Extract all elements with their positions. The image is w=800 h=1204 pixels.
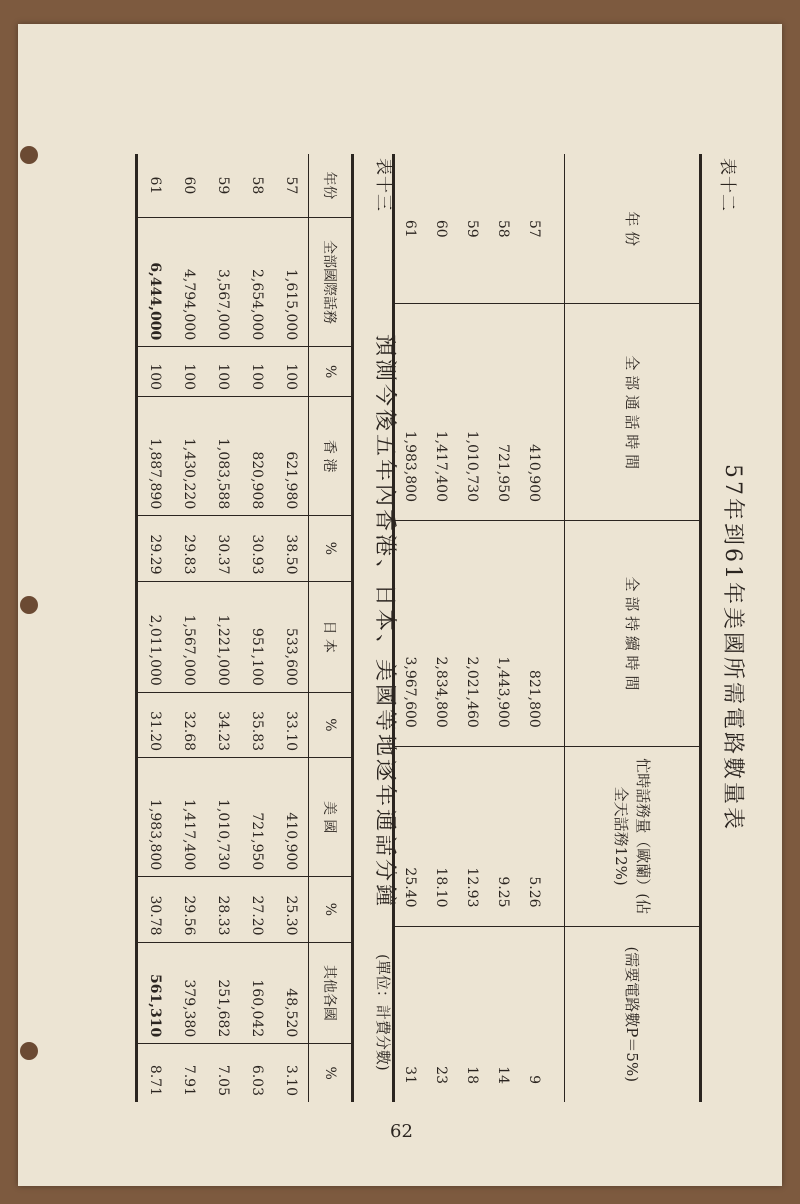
table-cell: 29.29 [137, 516, 173, 581]
table-cell: 561,310 [137, 942, 173, 1044]
table-cell: 100 [240, 347, 274, 397]
table-cell: 7.05 [206, 1044, 240, 1102]
table-cell: 820,908 [240, 397, 274, 516]
table-cell: 31 [394, 926, 427, 1102]
table-cell: 29.83 [172, 516, 206, 581]
table-row [488, 154, 519, 1102]
table-cell: 1,887,890 [137, 397, 173, 516]
table-cell: 18 [457, 926, 488, 1102]
table-row [519, 154, 565, 1102]
table-cell: 61 [402, 219, 419, 238]
table-cell: 30.37 [206, 516, 240, 581]
table-cell: 27.20 [240, 877, 274, 942]
table-cell: 57 [283, 176, 299, 195]
table-row [240, 154, 274, 1102]
table-cell: 1,010,730 [457, 304, 488, 521]
page-number: 62 [390, 1120, 413, 1142]
table-row [206, 154, 240, 1102]
table13-header: 年份 [309, 154, 353, 217]
table-cell: 34.23 [206, 692, 240, 757]
table-cell: 100 [206, 347, 240, 397]
table-cell: 9 [519, 926, 565, 1102]
table-cell: 621,980 [274, 397, 309, 516]
table12-header: 年 份 [565, 154, 701, 304]
table12-header: 忙時話務量（歐蘭）(佔全天話務12%) [565, 746, 701, 926]
document-page [18, 24, 782, 1186]
table-cell: 821,800 [519, 521, 565, 747]
table-cell: 8.71 [137, 1044, 173, 1102]
table-cell: 2,011,000 [137, 581, 173, 692]
table-cell: 48,520 [274, 942, 309, 1044]
table12-label: 表十二 [717, 158, 737, 212]
table-cell: 1,221,000 [206, 581, 240, 692]
table-cell: 23 [426, 926, 457, 1102]
table-cell: 6,444,000 [137, 217, 173, 346]
table-cell: 1,615,000 [274, 217, 309, 346]
table-cell: 1,983,800 [394, 304, 427, 521]
table-cell: 100 [137, 347, 173, 397]
table12-title: 57年到61年美國所需電路數量表 [720, 464, 745, 832]
table-cell: 29.56 [172, 877, 206, 942]
table-row [274, 154, 309, 1102]
table-cell: 2,654,000 [240, 217, 274, 346]
table-cell: 3,567,000 [206, 217, 240, 346]
table-cell: 60 [433, 219, 450, 238]
table-cell: 410,900 [519, 304, 565, 521]
table-cell: 1,417,400 [172, 758, 206, 877]
table-cell: 379,380 [172, 942, 206, 1044]
rotated-content [18, 24, 782, 1186]
table12-header: 全 部 持 續 時 間 [565, 521, 701, 747]
table-cell: 59 [464, 219, 481, 238]
table13-label: 表十三 [373, 158, 393, 212]
table-cell: 1,983,800 [137, 758, 173, 877]
table-cell: 32.68 [172, 692, 206, 757]
table-row [172, 154, 206, 1102]
table-cell: 1,010,730 [206, 758, 240, 877]
table12 [392, 154, 702, 1102]
table-cell: 58 [495, 219, 512, 238]
table13-header: % [309, 347, 353, 397]
table-cell: 1,430,220 [172, 397, 206, 516]
table-cell: 30.93 [240, 516, 274, 581]
table-cell: 1,443,900 [488, 521, 519, 747]
table13 [135, 154, 354, 1102]
table-cell: 59 [215, 176, 231, 195]
table-cell: 57 [526, 219, 543, 238]
table12-header: 全 部 通 話 時 間 [565, 304, 701, 521]
table-cell: 61 [147, 176, 163, 195]
table-cell: 14 [488, 926, 519, 1102]
table-cell: 28.33 [206, 877, 240, 942]
table-cell: 3.10 [274, 1044, 309, 1102]
table-cell: 1,083,588 [206, 397, 240, 516]
table-cell: 2,834,800 [426, 521, 457, 747]
table-cell: 100 [274, 347, 309, 397]
table-cell: 2,021,460 [457, 521, 488, 747]
table-cell: 1,417,400 [426, 304, 457, 521]
table-cell: 721,950 [488, 304, 519, 521]
table12-header: (需要電路數P＝5%) [565, 926, 701, 1102]
table-cell: 33.10 [274, 692, 309, 757]
table-row [137, 154, 173, 1102]
table-cell: 5.26 [519, 746, 565, 926]
table-cell: 18.10 [426, 746, 457, 926]
table-cell: 533,600 [274, 581, 309, 692]
table-cell: 25.30 [274, 877, 309, 942]
table13-header: 美 國 [309, 758, 353, 877]
table-cell: 160,042 [240, 942, 274, 1044]
table13-header: % [309, 692, 353, 757]
table-cell: 31.20 [137, 692, 173, 757]
table-cell: 38.50 [274, 516, 309, 581]
table-cell: 35.83 [240, 692, 274, 757]
table-cell: 1,567,000 [172, 581, 206, 692]
table-cell: 25.40 [394, 746, 427, 926]
table-cell: 721,950 [240, 758, 274, 877]
table-cell: 30.78 [137, 877, 173, 942]
table-cell: 3,967,600 [394, 521, 427, 747]
table-cell: 100 [172, 347, 206, 397]
table13-header: % [309, 877, 353, 942]
table13-unit: (單位：計費分數) [374, 954, 392, 1071]
table-cell: 58 [249, 176, 265, 195]
table-cell: 4,794,000 [172, 217, 206, 346]
table-row [426, 154, 457, 1102]
table-cell: 251,682 [206, 942, 240, 1044]
table13-header: 全部國際話務 [309, 217, 353, 346]
table-cell: 410,900 [274, 758, 309, 877]
table13-header: % [309, 516, 353, 581]
table-cell: 6.03 [240, 1044, 274, 1102]
table-cell: 7.91 [172, 1044, 206, 1102]
table13-header: 香 港 [309, 397, 353, 516]
table-cell: 951,100 [240, 581, 274, 692]
table13-title: 預測今後五年內香港、日本、美國等地逐年通話分鐘 [372, 334, 397, 910]
table-row [457, 154, 488, 1102]
table-cell: 60 [181, 176, 197, 195]
table-cell: 9.25 [488, 746, 519, 926]
table13-header: 日 本 [309, 581, 353, 692]
table13-header: % [309, 1044, 353, 1102]
table-cell: 12.93 [457, 746, 488, 926]
table13-header: 其他各國 [309, 942, 353, 1044]
